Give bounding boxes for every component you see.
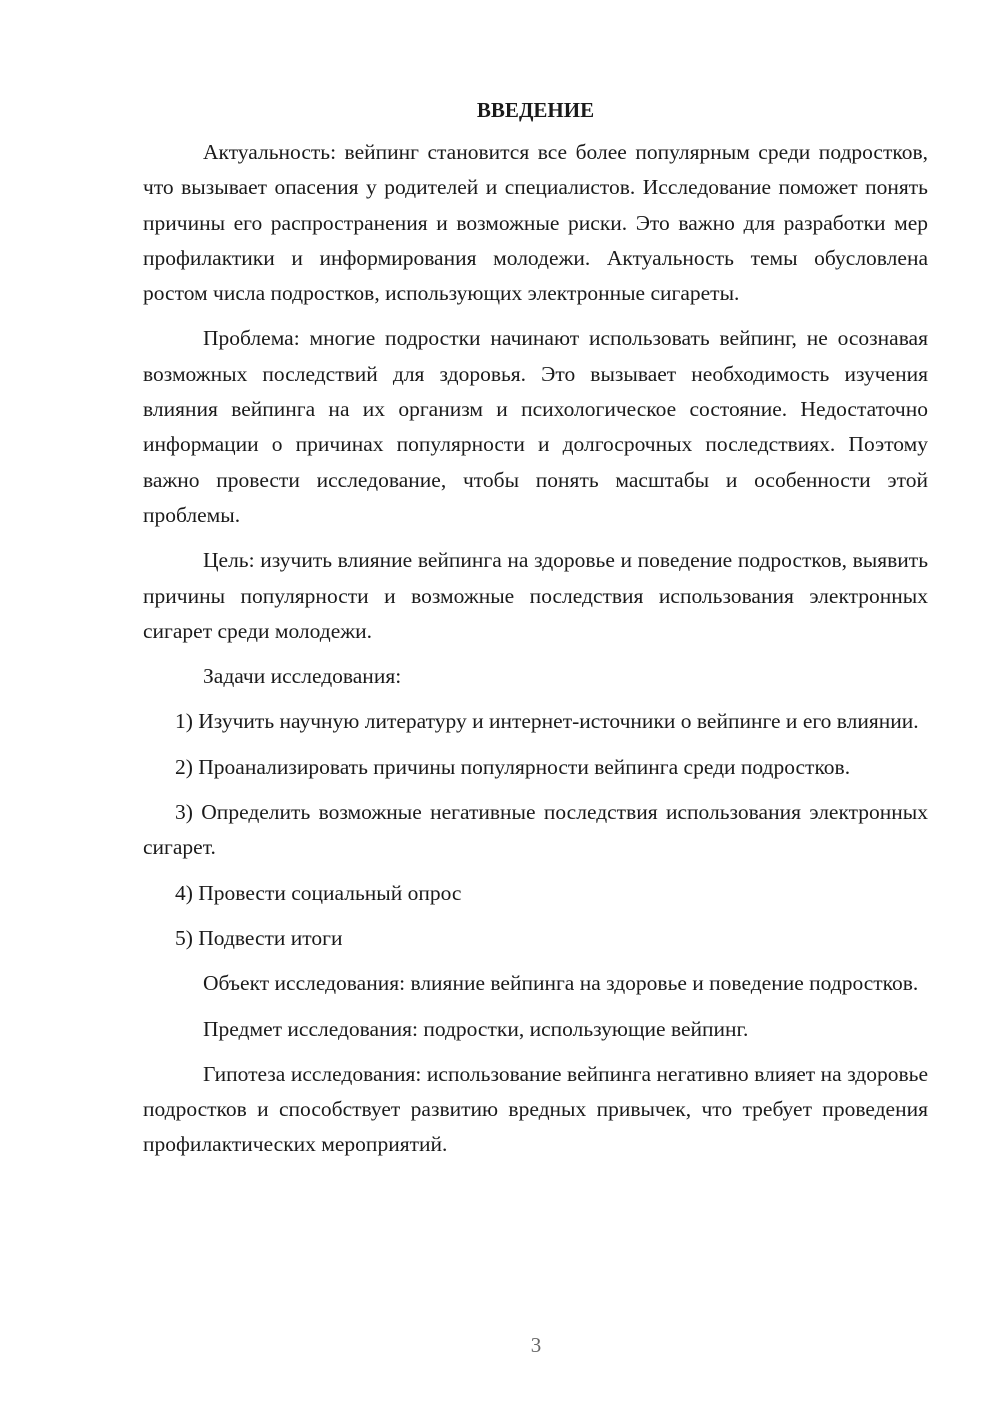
paragraph-object: Объект исследования: влияние вейпинга на здоровье и поведение подростков. (203, 971, 919, 996)
paragraph-relevance: Актуальность: вейпинг становится все более популярным среди подростков, что вызывает опасения у родителей и специалистов. Исследование поможет понять причины его распространения и возможные риски. Это важно для разработки мер профилактики и информирования молодежи. Актуальность темы обусловлена ростом числа подростков, использующих электронные сигареты. (143, 140, 928, 306)
task-item-4: 4) Провести социальный опрос (175, 880, 462, 905)
section-title: ВВЕДЕНИЕ (476, 98, 595, 122)
task-item-1: 1) Изучить научную литературу и интернет-источники о вейпинге и его влиянии. (175, 709, 919, 734)
tasks-heading: Задачи исследования: (203, 664, 402, 689)
paragraph-subject: Предмет исследования: подростки, использующие вейпинг. (203, 1016, 749, 1041)
task-item-3: 3) Определить возможные негативные последствия использования электронных сигарет. (143, 800, 928, 860)
paragraph-problem: Проблема: многие подростки начинают использовать вейпинг, не осознавая возможных последствий для здоровья. Это вызывает необходимость изучения влияния вейпинга на их организм и психологическое состояние. Недостаточно информации о причинах популярности и долгосрочных последствиях. Поэтому важно провести исследование, чтобы понять масштабы и особенности этой проблемы. (143, 326, 928, 527)
page-number: 3 (530, 1333, 542, 1357)
document-page (143, 95, 928, 1173)
task-item-5: 5) Подвести итоги (175, 925, 343, 950)
paragraph-goal: Цель: изучить влияние вейпинга на здоровье и поведение подростков, выявить причины популярности и возможные последствия использования электронных сигарет среди молодежи. (143, 548, 928, 643)
task-item-2: 2) Проанализировать причины популярности вейпинга среди подростков. (175, 754, 851, 779)
paragraph-hypothesis: Гипотеза исследования: использование вейпинга негативно влияет на здоровье подростков и способствует развитию вредных привычек, что требует проведения профилактических мероприятий. (143, 1061, 928, 1157)
